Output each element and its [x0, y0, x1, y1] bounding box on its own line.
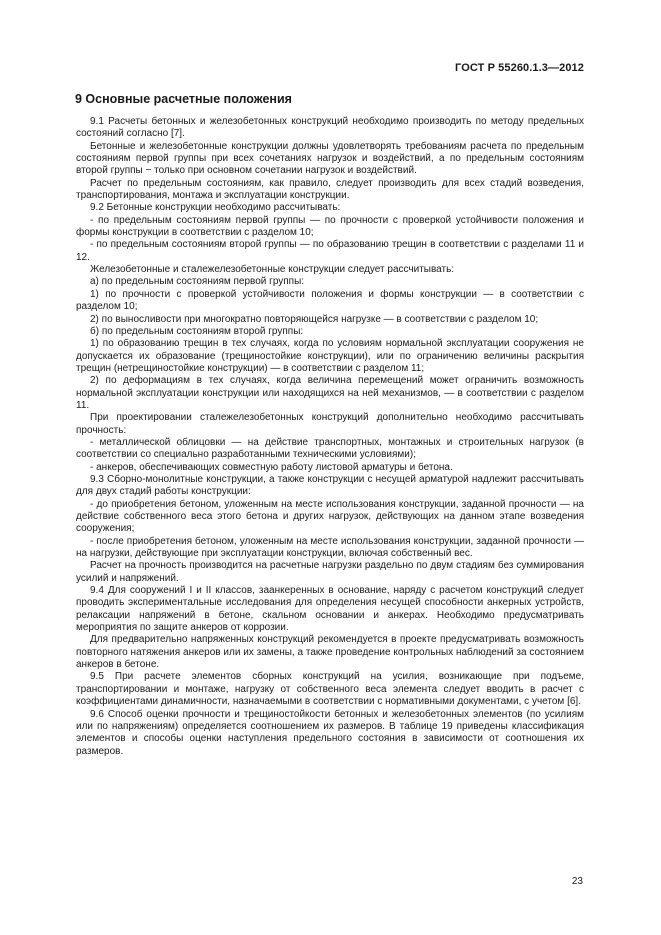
list-item: 1) по образованию трещин в тех случаях, когда по условиям нормальной эксплуатации сооружения не допускается их образование (трещиностойкие конструкции), или по ограничению величины раскрытия трещин (нетрещиностойкие конструкции) — в соответствии с разделом 11;	[76, 338, 584, 374]
paragraph-9-1: 9.1 Расчеты бетонных и железобетонных конструкций необходимо производить по методу предельных состояний согласно [7].	[76, 116, 584, 140]
paragraph: Расчет по предельным состояниям, как правило, следует производить для всех стадий возведения, транспортирования, монтажа и эксплуатации конструкции.	[76, 177, 584, 202]
list-item: а) по предельным состояниям первой группы:	[90, 276, 305, 288]
document-code: ГОСТ Р 55260.1.3—2012	[455, 62, 584, 74]
list-item: - до приобретения бетоном, уложенным на месте использования конструкции, заданной прочности — на действие собственного веса этого бетона и других нагрузок, действующих на данном этапе возведения сооружения;	[76, 498, 584, 535]
list-item: б) по предельным состояниям второй группы:	[90, 325, 304, 337]
paragraph-9-6: 9.6 Способ оценки прочности и трещиностойкости бетонных и железобетонных элементов (по усилиям или по напряжениям) определяется соотношением их размеров. В таблице 19 приведены классификация элементов и способы оценки наступления предельного состояния в зависимости от соотношения их размеров.	[76, 708, 584, 757]
paragraph-9-3: 9.3 Сборно-монолитные конструкции, а также конструкции с несущей арматурой надлежит рассчитывать для двух стадий работы конструкции:	[76, 473, 584, 498]
section-body	[76, 116, 584, 758]
list-item: - по предельным состояниям второй группы — по образованию трещин в соответствии с разделами 11 и 12.	[76, 239, 584, 263]
page-number: 23	[571, 876, 583, 887]
paragraph-9-5: 9.5 При расчете элементов сборных конструкций на усилия, возникающие при подъеме, транспортировании и монтаже, нагрузку от собственного веса элемента следует вводить в расчет с коэффициентами динамичности, назначаемыми в соответствии с нормативными документами, с учетом [6].	[76, 671, 584, 708]
paragraph-9-4: 9.4 Для сооружений I и II классов, заанкеренных в основание, наряду с расчетом конструкций следует проводить экспериментальные исследования для определения несущей способности анкерных устройств, релаксации напряжений в бетоне, скальном основании и анкерах. Необходимо предусматривать мероприятия по защите анкеров от коррозии.	[76, 585, 584, 634]
paragraph: Для предварительно напряженных конструкций рекомендуется в проекте предусматривать возможность повторного натяжения анкеров или их замены, а также проведение контрольных наблюдений за состоянием анкеров в бетоне.	[76, 634, 584, 671]
list-item: 2) по выносливости при многократно повторяющейся нагрузке — в соответствии с разделом 10;	[90, 313, 539, 325]
paragraph: Расчет на прочность производится на расчетные нагрузки раздельно по двум стадиям без суммирования усилий и напряжений.	[76, 560, 584, 584]
list-item: - по предельным состояниям первой группы — по прочности с проверкой устойчивости положения и формы конструкции в соответствии с разделом 10;	[76, 214, 584, 239]
paragraph: Железобетонные и сталежелезобетонные конструкции следует рассчитывать:	[90, 264, 455, 276]
list-item: 2) по деформациям в тех случаях, когда величина перемещений может ограничить возможность нормальной эксплуатации конструкции или находящихся на ней механизмов, — в соответствии с разделом 11.	[76, 375, 584, 411]
paragraph: Бетонные и железобетонные конструкции должны удовлетворять требованиям расчета по предельным состояниям первой группы при всех сочетаниях нагрузок и воздействий, а по предельным состояниям второй группы − только при основном сочетании нагрузок и воздействий.	[76, 140, 584, 177]
section-title: 9 Основные расчетные положения	[75, 92, 292, 106]
list-item: - анкеров, обеспечивающих совместную работу листовой арматуры и бетона.	[90, 461, 453, 473]
list-item: - после приобретения бетоном, уложенным на месте использования конструкции, заданной прочности — на нагрузки, действующие при эксплуатации конструкции, включая собственный вес.	[76, 535, 584, 560]
paragraph-9-2: 9.2 Бетонные конструкции необходимо рассчитывать:	[90, 202, 341, 214]
list-item: - металлической облицовки — на действие транспортных, монтажных и строительных нагрузок (в соответствии со специально разработанными техническими условиями);	[76, 436, 584, 461]
list-item: 1) по прочности с проверкой устойчивости положения и формы конструкции — в соответствии с разделом 10;	[76, 288, 584, 313]
paragraph: При проектировании сталежелезобетонных конструкций дополнительно необходимо рассчитывать прочность:	[76, 412, 584, 436]
